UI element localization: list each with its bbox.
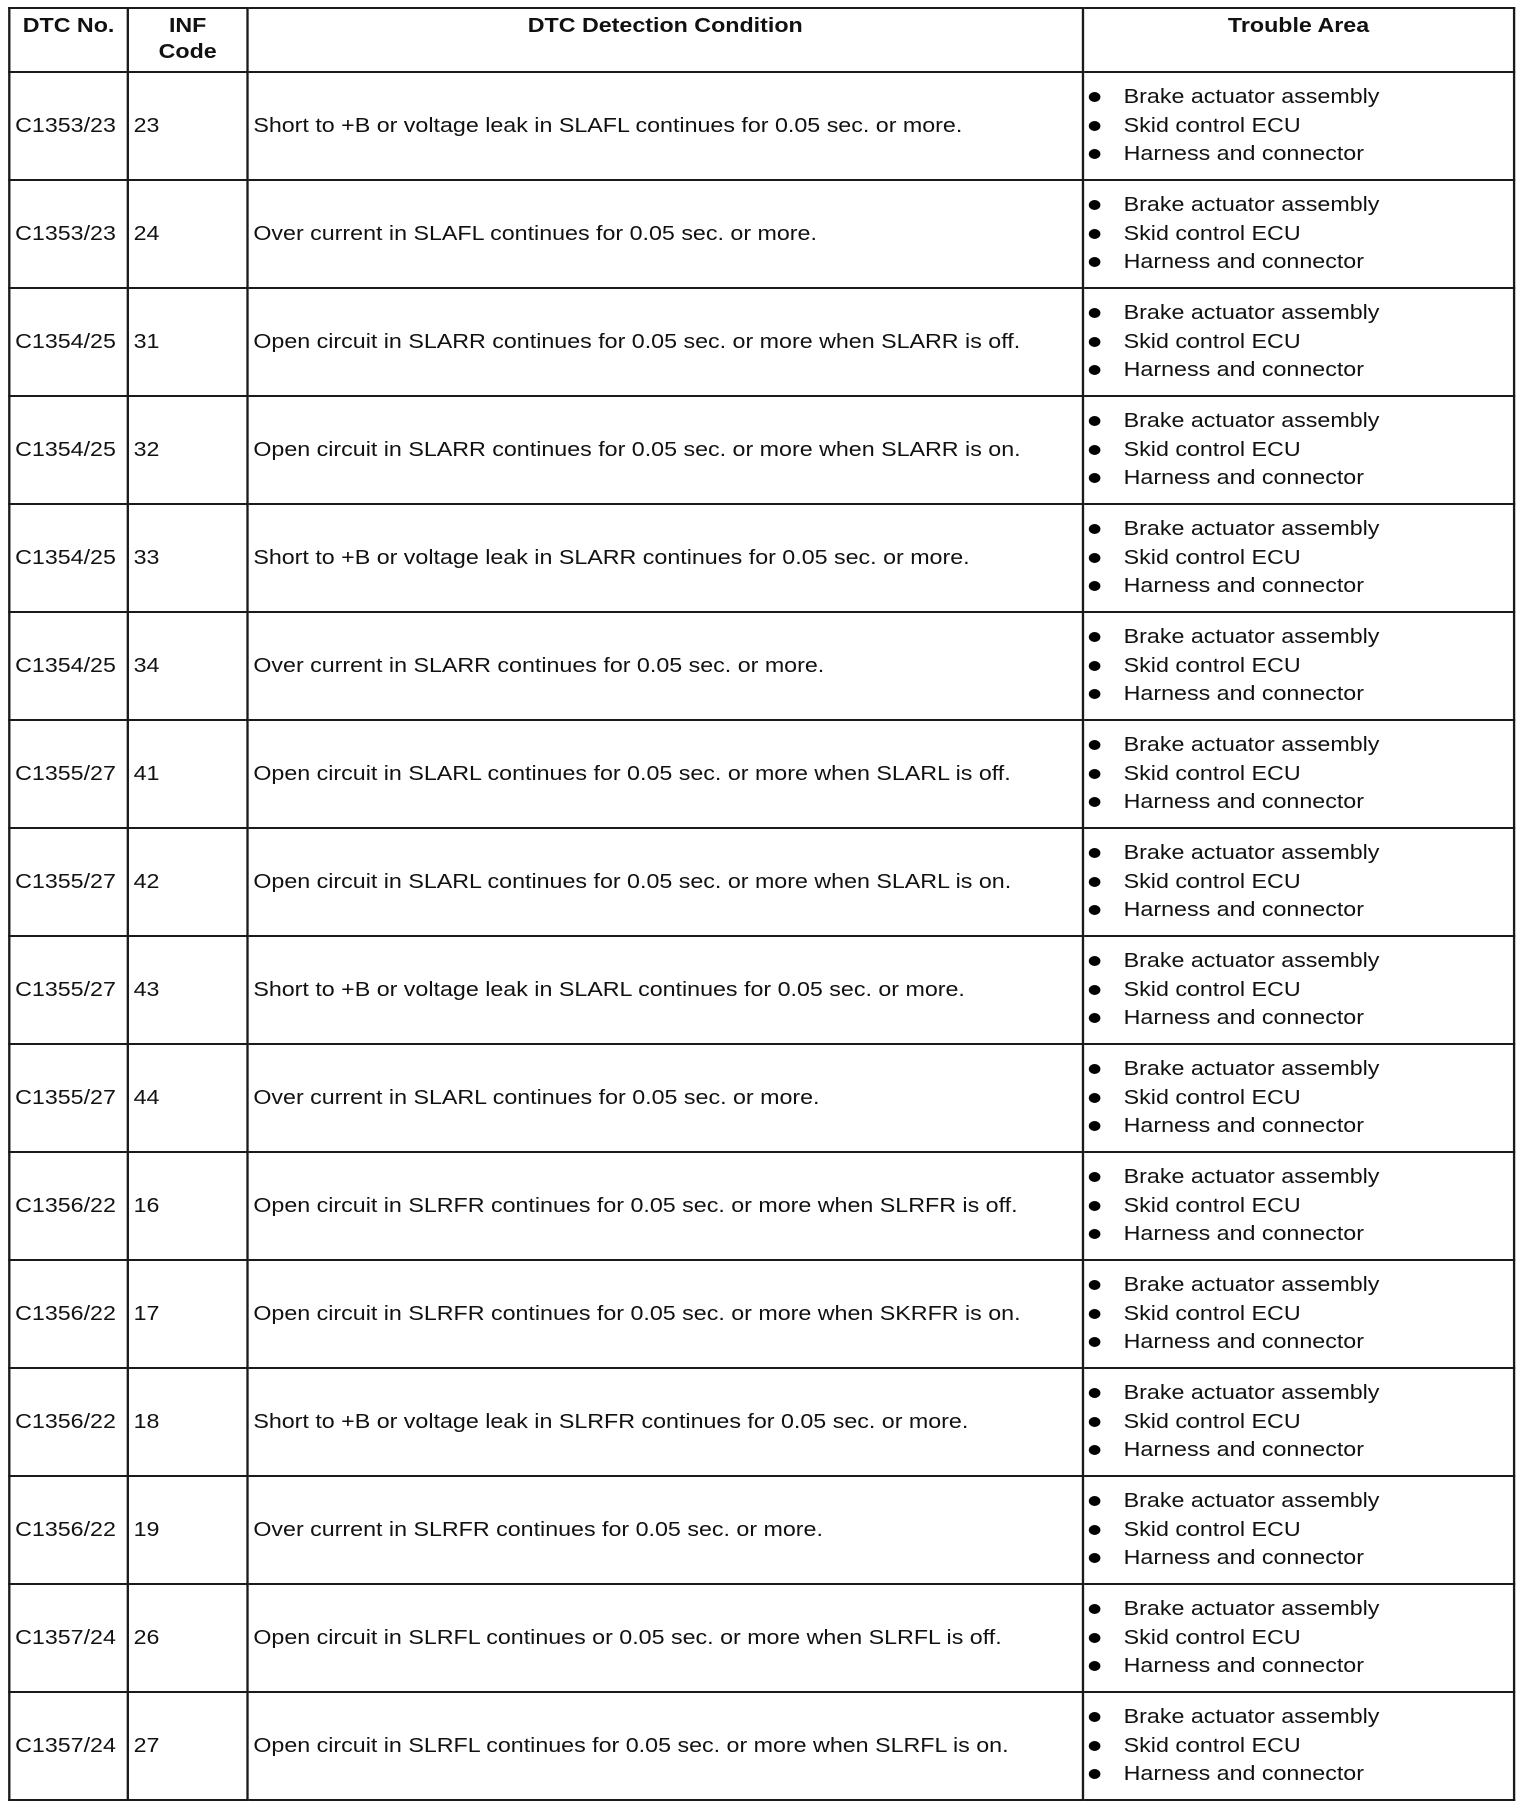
table-row: [9, 504, 1514, 612]
trouble-area-item: Harness and connector: [1089, 356, 1508, 385]
inf-code: 41: [128, 720, 248, 828]
header-row: [9, 8, 1514, 72]
table-row: [9, 1260, 1514, 1368]
trouble-area-item: Harness and connector: [1089, 1652, 1508, 1681]
detection-condition: Short to +B or voltage leak in SLARL continues for 0.05 sec. or more.: [248, 936, 1083, 1044]
detection-condition: Over current in SLRFR continues for 0.05 sec. or more.: [248, 1476, 1083, 1584]
trouble-area-list: [1089, 947, 1508, 1033]
dtc-number: C1354/25: [9, 288, 128, 396]
trouble-area-item: Skid control ECU: [1089, 868, 1508, 897]
inf-code: 17: [128, 1260, 248, 1368]
inf-code: 19: [128, 1476, 248, 1584]
trouble-area-item: Harness and connector: [1089, 1112, 1508, 1141]
trouble-area-item: Brake actuator assembly: [1089, 1055, 1508, 1084]
trouble-area-item: Brake actuator assembly: [1089, 1163, 1508, 1192]
inf-code: 32: [128, 396, 248, 504]
trouble-area-item: Harness and connector: [1089, 1328, 1508, 1357]
trouble-area: [1083, 1584, 1514, 1692]
trouble-area: [1083, 504, 1514, 612]
inf-code: 34: [128, 612, 248, 720]
dtc-number: C1354/25: [9, 396, 128, 504]
dtc-number: C1355/27: [9, 1044, 128, 1152]
trouble-area-list: [1089, 731, 1508, 817]
trouble-area-list: [1089, 839, 1508, 925]
trouble-area-item: Brake actuator assembly: [1089, 1487, 1508, 1516]
inf-code: 16: [128, 1152, 248, 1260]
trouble-area-item: Harness and connector: [1089, 140, 1508, 169]
trouble-area-item: Skid control ECU: [1089, 1192, 1508, 1221]
trouble-area-item: Harness and connector: [1089, 572, 1508, 601]
detection-condition: Over current in SLARL continues for 0.05 sec. or more.: [248, 1044, 1083, 1152]
table-row: [9, 1368, 1514, 1476]
trouble-area: [1083, 180, 1514, 288]
detection-condition: Open circuit in SLRFR continues for 0.05 sec. or more when SLRFR is off.: [248, 1152, 1083, 1260]
trouble-area: [1083, 1260, 1514, 1368]
table-row: [9, 288, 1514, 396]
trouble-area-item: Skid control ECU: [1089, 760, 1508, 789]
trouble-area-item: Harness and connector: [1089, 680, 1508, 709]
detection-condition: Over current in SLAFL continues for 0.05 sec. or more.: [248, 180, 1083, 288]
header-detection-condition: DTC Detection Condition: [248, 8, 1083, 72]
inf-code: 26: [128, 1584, 248, 1692]
header-inf-line1: INF: [168, 15, 207, 37]
inf-code: 44: [128, 1044, 248, 1152]
trouble-area-list: [1089, 407, 1508, 493]
trouble-area-item: Skid control ECU: [1089, 976, 1508, 1005]
inf-code: 42: [128, 828, 248, 936]
trouble-area-item: Skid control ECU: [1089, 1516, 1508, 1545]
trouble-area: [1083, 288, 1514, 396]
trouble-area-item: Harness and connector: [1089, 248, 1508, 277]
trouble-area: [1083, 396, 1514, 504]
table-row: [9, 936, 1514, 1044]
trouble-area-item: Skid control ECU: [1089, 1624, 1508, 1653]
trouble-area: [1083, 936, 1514, 1044]
trouble-area: [1083, 1692, 1514, 1800]
inf-code: 33: [128, 504, 248, 612]
dtc-table: [8, 7, 1515, 1801]
trouble-area: [1083, 1368, 1514, 1476]
trouble-area-item: Skid control ECU: [1089, 112, 1508, 141]
trouble-area-item: Brake actuator assembly: [1089, 191, 1508, 220]
trouble-area-item: Skid control ECU: [1089, 652, 1508, 681]
trouble-area: [1083, 72, 1514, 180]
trouble-area: [1083, 1044, 1514, 1152]
detection-condition: Short to +B or voltage leak in SLAFL continues for 0.05 sec. or more.: [248, 72, 1083, 180]
trouble-area-item: Harness and connector: [1089, 788, 1508, 817]
trouble-area-item: Skid control ECU: [1089, 328, 1508, 357]
trouble-area: [1083, 1476, 1514, 1584]
trouble-area-item: Brake actuator assembly: [1089, 1271, 1508, 1300]
trouble-area-list: [1089, 299, 1508, 385]
trouble-area: [1083, 720, 1514, 828]
inf-code: 43: [128, 936, 248, 1044]
header-dtc-no: DTC No.: [9, 8, 128, 72]
trouble-area-item: Brake actuator assembly: [1089, 947, 1508, 976]
trouble-area-list: [1089, 1595, 1508, 1681]
dtc-number: C1355/27: [9, 720, 128, 828]
table-row: [9, 828, 1514, 936]
detection-condition: Short to +B or voltage leak in SLRFR continues for 0.05 sec. or more.: [248, 1368, 1083, 1476]
trouble-area-item: Skid control ECU: [1089, 1300, 1508, 1329]
dtc-number: C1354/25: [9, 612, 128, 720]
detection-condition: Open circuit in SLARR continues for 0.05 sec. or more when SLARR is on.: [248, 396, 1083, 504]
dtc-number: C1356/22: [9, 1260, 128, 1368]
dtc-number: C1357/24: [9, 1692, 128, 1800]
trouble-area-item: Skid control ECU: [1089, 1408, 1508, 1437]
trouble-area-list: [1089, 1487, 1508, 1573]
table-row: [9, 1584, 1514, 1692]
table-row: [9, 1044, 1514, 1152]
dtc-number: C1356/22: [9, 1152, 128, 1260]
trouble-area-item: Brake actuator assembly: [1089, 731, 1508, 760]
detection-condition: Open circuit in SLRFL continues or 0.05 sec. or more when SLRFL is off.: [248, 1584, 1083, 1692]
detection-condition: Open circuit in SLARR continues for 0.05 sec. or more when SLARR is off.: [248, 288, 1083, 396]
trouble-area-item: Harness and connector: [1089, 1004, 1508, 1033]
table-row: [9, 612, 1514, 720]
trouble-area-list: [1089, 515, 1508, 601]
dtc-number: C1356/22: [9, 1476, 128, 1584]
trouble-area-item: Skid control ECU: [1089, 436, 1508, 465]
dtc-number: C1355/27: [9, 936, 128, 1044]
table-row: [9, 1152, 1514, 1260]
trouble-area-item: Harness and connector: [1089, 896, 1508, 925]
trouble-area-list: [1089, 1055, 1508, 1141]
trouble-area-item: Brake actuator assembly: [1089, 623, 1508, 652]
trouble-area-item: Skid control ECU: [1089, 220, 1508, 249]
trouble-area-item: Skid control ECU: [1089, 1084, 1508, 1113]
table-row: [9, 1476, 1514, 1584]
trouble-area-item: Brake actuator assembly: [1089, 83, 1508, 112]
inf-code: 18: [128, 1368, 248, 1476]
detection-condition: Over current in SLARR continues for 0.05 sec. or more.: [248, 612, 1083, 720]
detection-condition: Open circuit in SLARL continues for 0.05 sec. or more when SLARL is on.: [248, 828, 1083, 936]
trouble-area: [1083, 828, 1514, 936]
trouble-area-list: [1089, 1163, 1508, 1249]
trouble-area: [1083, 612, 1514, 720]
trouble-area-item: Brake actuator assembly: [1089, 407, 1508, 436]
trouble-area-item: Brake actuator assembly: [1089, 1703, 1508, 1732]
trouble-area-item: Harness and connector: [1089, 464, 1508, 493]
table-row: [9, 1692, 1514, 1800]
detection-condition: Short to +B or voltage leak in SLARR continues for 0.05 sec. or more.: [248, 504, 1083, 612]
trouble-area-item: Brake actuator assembly: [1089, 839, 1508, 868]
trouble-area-item: Brake actuator assembly: [1089, 515, 1508, 544]
trouble-area-item: Skid control ECU: [1089, 1732, 1508, 1761]
trouble-area-list: [1089, 1379, 1508, 1465]
trouble-area-item: Harness and connector: [1089, 1436, 1508, 1465]
trouble-area-item: Harness and connector: [1089, 1220, 1508, 1249]
trouble-area-item: Brake actuator assembly: [1089, 1595, 1508, 1624]
trouble-area: [1083, 1152, 1514, 1260]
table-row: [9, 180, 1514, 288]
trouble-area-list: [1089, 191, 1508, 277]
table-row: [9, 720, 1514, 828]
detection-condition: Open circuit in SLRFL continues for 0.05 sec. or more when SLRFL is on.: [248, 1692, 1083, 1800]
detection-condition: Open circuit in SLRFR continues for 0.05 sec. or more when SKRFR is on.: [248, 1260, 1083, 1368]
detection-condition: Open circuit in SLARL continues for 0.05 sec. or more when SLARL is off.: [248, 720, 1083, 828]
header-inf-code: [128, 8, 248, 72]
trouble-area-list: [1089, 623, 1508, 709]
dtc-number: C1353/23: [9, 72, 128, 180]
dtc-number: C1354/25: [9, 504, 128, 612]
table-row: [9, 72, 1514, 180]
dtc-number: C1356/22: [9, 1368, 128, 1476]
trouble-area-list: [1089, 1703, 1508, 1789]
inf-code: 23: [128, 72, 248, 180]
dtc-number: C1353/23: [9, 180, 128, 288]
trouble-area-list: [1089, 83, 1508, 169]
inf-code: 27: [128, 1692, 248, 1800]
header-trouble-area: Trouble Area: [1083, 8, 1514, 72]
table-body: [9, 72, 1514, 1800]
trouble-area-item: Brake actuator assembly: [1089, 1379, 1508, 1408]
trouble-area-item: Harness and connector: [1089, 1544, 1508, 1573]
header-inf-line2: Code: [158, 41, 217, 63]
inf-code: 24: [128, 180, 248, 288]
trouble-area-list: [1089, 1271, 1508, 1357]
trouble-area-item: Skid control ECU: [1089, 544, 1508, 573]
inf-code: 31: [128, 288, 248, 396]
trouble-area-item: Brake actuator assembly: [1089, 299, 1508, 328]
table-row: [9, 396, 1514, 504]
dtc-number: C1355/27: [9, 828, 128, 936]
trouble-area-item: Harness and connector: [1089, 1760, 1508, 1789]
table-header: [9, 8, 1514, 72]
dtc-number: C1357/24: [9, 1584, 128, 1692]
